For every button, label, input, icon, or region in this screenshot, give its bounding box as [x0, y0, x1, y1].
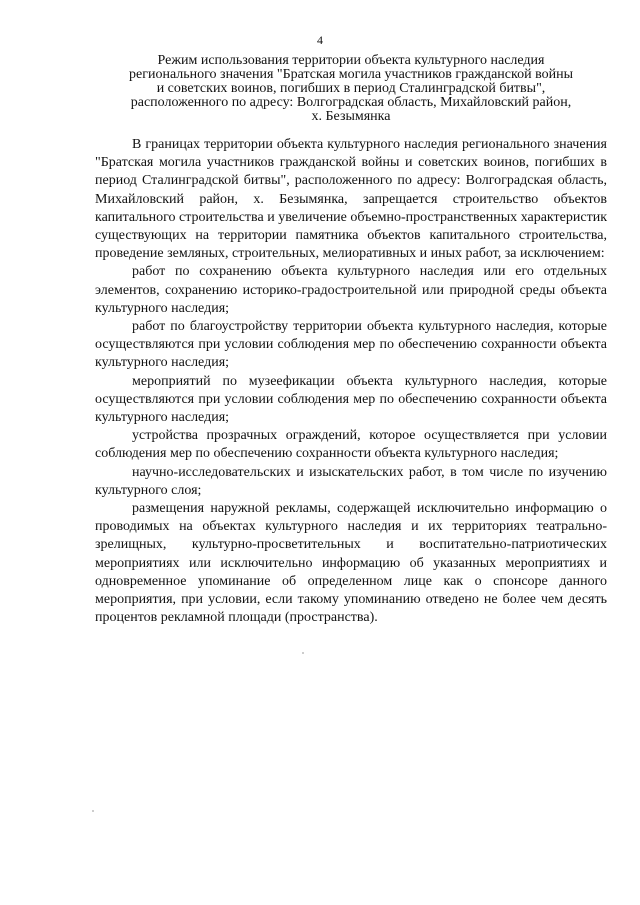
title-line: Режим использования территории объекта культурного наследия [157, 53, 545, 68]
exception-item: научно-исследовательских и изыскательских работ, в том числе по изучению культурного слоя; [95, 464, 607, 498]
exception-item: размещения наружной рекламы, содержащей исключительно информацию о проводимых на объектах культурного наследия и их территориях театрально-зрелищных, культурно-просветительных и воспитательно-патриотических мероприятиях или исключительно информацию об указанных мероприятиях и одновременное упоминание об определенном лице как о спонсоре данного мероприятия, при условии, если такому упоминанию отведено не более чем десять процентов рекламной площади (пространства). [95, 501, 607, 626]
document-body [95, 136, 607, 627]
intro-paragraph: В границах территории объекта культурного наследия регионального значения "Братская могила участников гражданской войны и советских воинов, погибших в период Сталинградской битвы", расположенного по адресу: Волгоградская область, Михайловский район, х. Безымянка, запрещается строительство объектов капитального строительства и увеличение объемно-пространственных характеристик существующих на территории памятника объектов капитального строительства, проведение земляных, строительных, мелиоративных и иных работ, за исключением: [95, 137, 607, 262]
title-line: расположенного по адресу: Волгоградская область, Михайловский район, [130, 95, 572, 110]
exception-item: работ по сохранению объекта культурного наследия или его отдельных элементов, сохранению историко-градостроительной или природной среды объекта культурного наследия; [95, 264, 607, 316]
exception-item: устройства прозрачных ограждений, которое осуществляется при условии соблюдения мер по обеспечению сохранности объекта культурного наследия; [95, 428, 607, 462]
title-line: х. Безымянка [311, 109, 391, 124]
page-number: 4 [317, 33, 323, 47]
title-line: и советских воинов, погибших в период Сталинградской битвы", [156, 81, 546, 96]
scan-speck [92, 810, 94, 812]
title-line: регионального значения "Братская могила участников гражданской войны [129, 67, 573, 82]
exception-item: работ по благоустройству территории объекта культурного наследия, которые осуществляются при условии соблюдения мер по обеспечению сохранности объекта культурного наследия; [95, 319, 607, 371]
document-title [96, 54, 606, 124]
exception-item: мероприятий по музеефикации объекта культурного наследия, которые осуществляются при условии соблюдения мер по обеспечению сохранности объекта культурного наследия; [95, 373, 607, 426]
scan-speck [302, 652, 304, 654]
